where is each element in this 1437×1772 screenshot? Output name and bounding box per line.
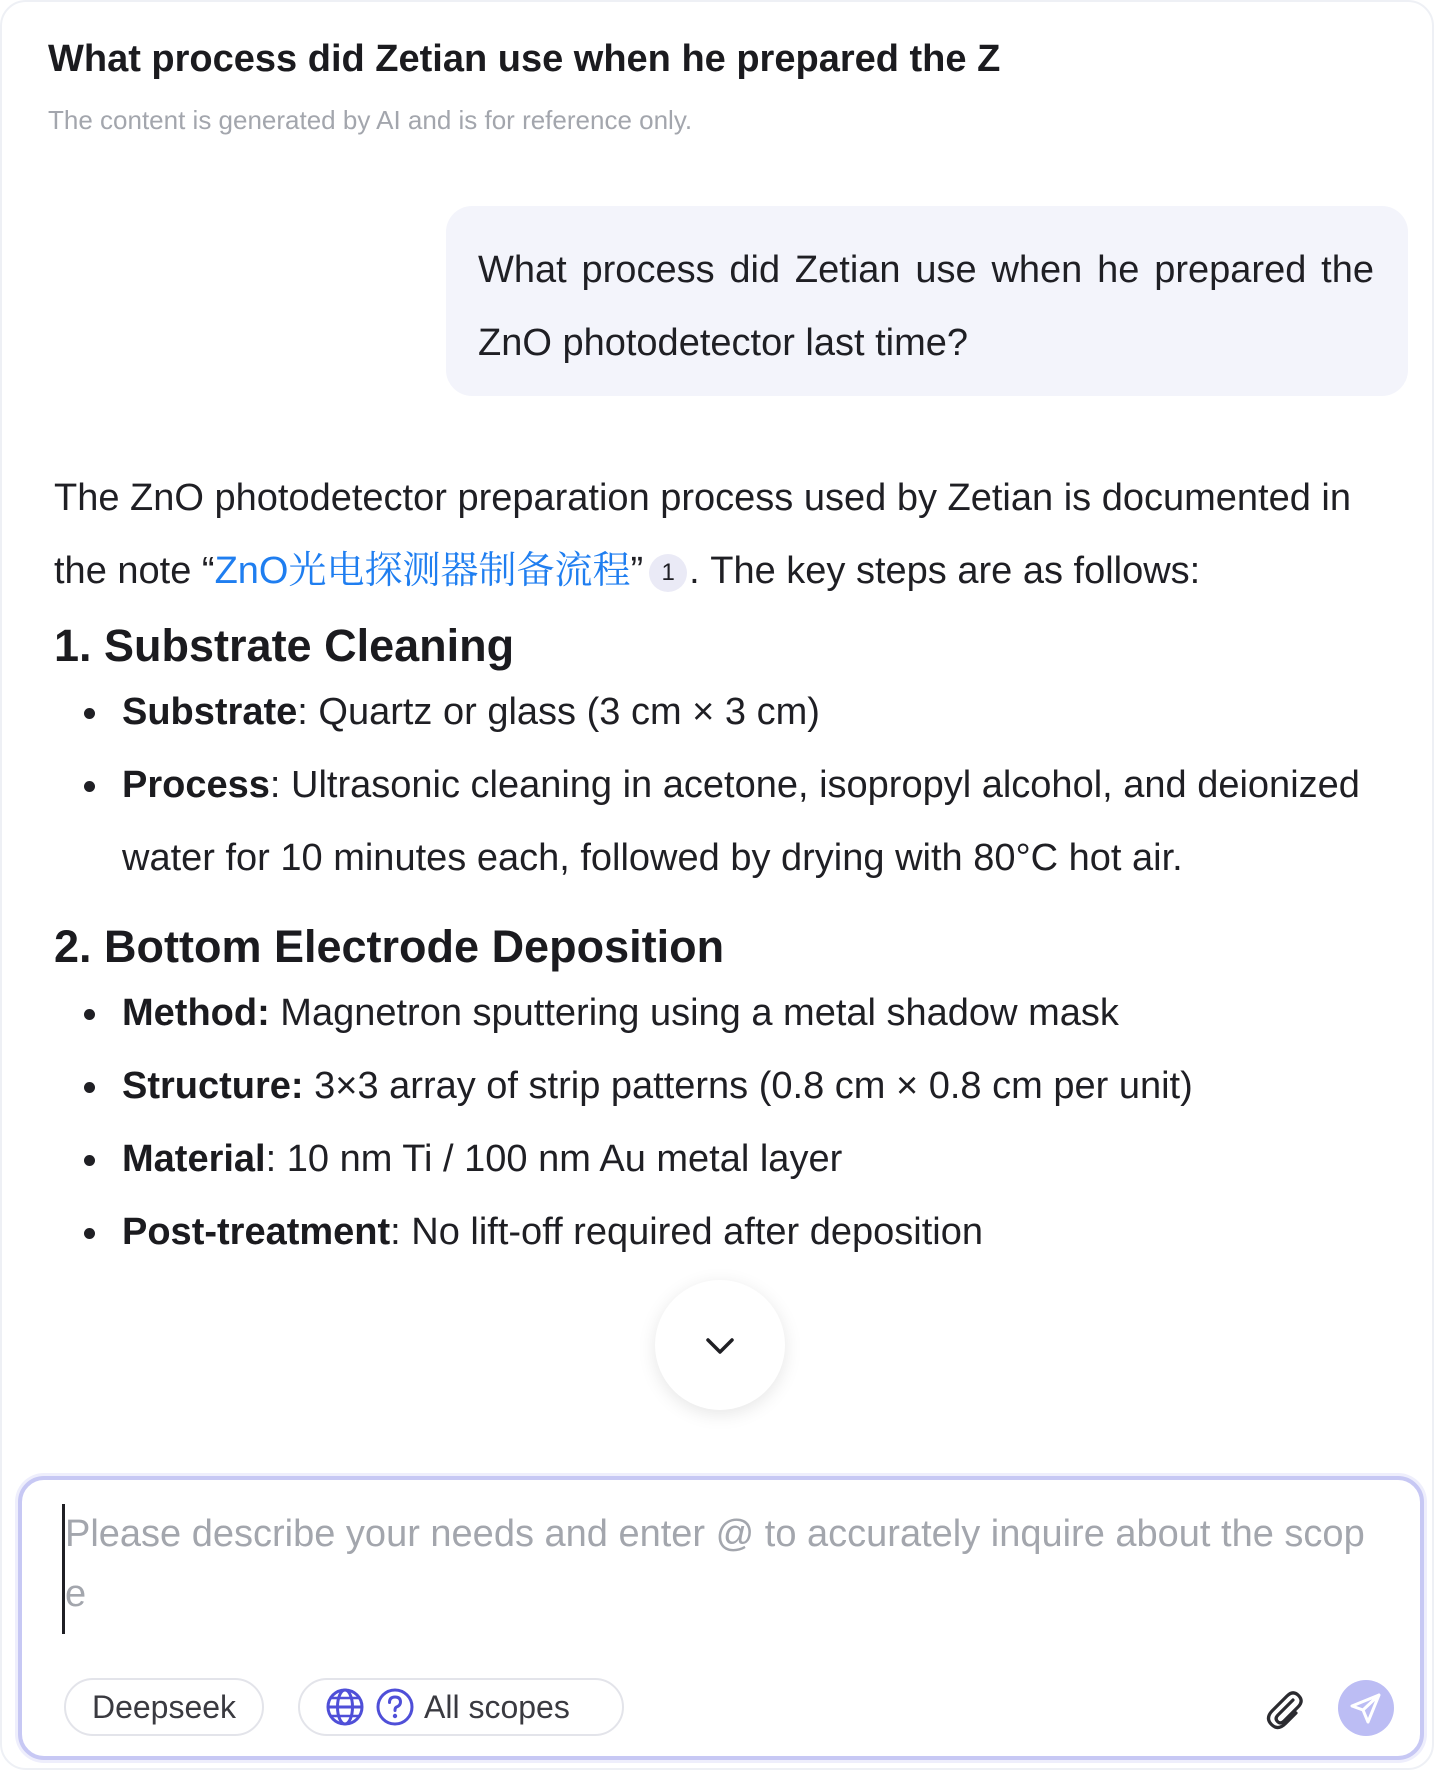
item-text: : Ultrasonic cleaning in acetone, isopropyl alcohol, and deionized water for 10 minutes each, followed by drying with 80°C hot air.: [122, 764, 1360, 879]
user-message-bubble: [446, 206, 1408, 396]
item-label: Post-treatment: [122, 1211, 391, 1253]
message-input[interactable]: Please describe your needs and enter @ to accurately inquire about the scope: [62, 1504, 1381, 1634]
list-item: [54, 749, 1379, 895]
bullet-dot: [84, 781, 95, 792]
list-item: [54, 676, 1379, 749]
list-item: [54, 1050, 1379, 1123]
list-item: [54, 1196, 1379, 1269]
item-label: Structure:: [122, 1065, 304, 1107]
section-heading-bottom-electrode: 2. Bottom Electrode Deposition: [54, 921, 725, 972]
model-chip-label: Deepseek: [91, 1688, 237, 1725]
bullet-dot: [84, 708, 95, 719]
item-label: Method:: [122, 992, 270, 1034]
user-message-text: What process did Zetian use when he prepared the ZnO photodetector last time?: [478, 249, 1374, 364]
scope-selector-chip[interactable]: [298, 1678, 624, 1736]
scroll-to-bottom-button[interactable]: [655, 1280, 785, 1410]
citation-badge[interactable]: 1: [649, 554, 687, 592]
question-circle-icon[interactable]: [374, 1686, 416, 1728]
send-button[interactable]: [1338, 1680, 1394, 1736]
ai-disclaimer: The content is generated by AI and is for reference only.: [48, 105, 693, 135]
list-item: [54, 1123, 1379, 1196]
conversation-title: What process did Zetian use when he prepared the Z: [48, 38, 1001, 80]
substrate-cleaning-list: [54, 676, 1379, 895]
model-selector-chip[interactable]: [64, 1678, 264, 1736]
bullet-dot: [84, 1082, 95, 1093]
send-icon: [1349, 1691, 1383, 1725]
answer-intro-tail: . The key steps are as follows:: [689, 550, 1201, 592]
chat-input-box[interactable]: [18, 1476, 1424, 1760]
note-reference-link[interactable]: ZnO光电探测器制备流程: [214, 550, 631, 592]
item-label: Process: [122, 764, 270, 806]
answer-intro: [54, 462, 1379, 608]
answer-intro-text: The ZnO photodetector preparation process used by Zetian is documented in the note “: [54, 477, 1351, 592]
paperclip-icon: [1260, 1684, 1310, 1734]
answer-intro-quote-close: ”: [630, 550, 644, 592]
item-text: 3×3 array of strip patterns (0.8 cm × 0.8 cm per unit): [303, 1065, 1193, 1107]
bottom-electrode-list: [54, 977, 1379, 1269]
item-text: Magnetron sputtering using a metal shadow mask: [269, 992, 1119, 1034]
item-text: : Quartz or glass (3 cm × 3 cm): [297, 691, 820, 733]
bullet-dot: [84, 1228, 95, 1239]
scope-chip-label: All scopes: [424, 1688, 570, 1725]
item-text: : No lift-off required after deposition: [390, 1211, 983, 1253]
chevron-down-icon: [700, 1325, 740, 1365]
section-heading-substrate-cleaning: 1. Substrate Cleaning: [54, 620, 515, 671]
bullet-dot: [84, 1009, 95, 1020]
item-label: Material: [122, 1138, 266, 1180]
item-label: Substrate: [122, 691, 298, 733]
bullet-dot: [84, 1155, 95, 1166]
globe-icon[interactable]: [324, 1686, 366, 1728]
list-item: [54, 977, 1379, 1050]
attach-button[interactable]: [1260, 1684, 1310, 1734]
item-text: : 10 nm Ti / 100 nm Au metal layer: [265, 1138, 843, 1180]
